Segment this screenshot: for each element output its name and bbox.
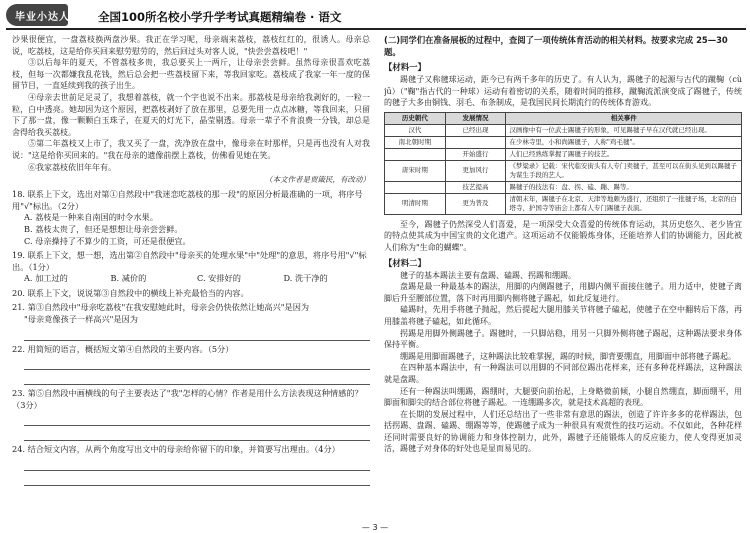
- history-table: [384, 112, 742, 215]
- answer-line[interactable]: [24, 370, 370, 385]
- material-2-paragraph: 还有一种踢法叫绷踢，踢绷时，大腿要向前抬起，上身略微前倾，小腿自然绷直，脚面绷平，用脚面和脚尖的结合部位将毽子踢起。一连绷踢多次，就是技术高超的表现。: [384, 386, 742, 408]
- table-cell: 汉画像中有一位武士踢毽子的形象，可见踢毽子早在汉代就已经出现。: [506, 124, 742, 136]
- passage-source: （本文作者是贾箴民，有改动）: [265, 175, 370, 185]
- series-logo: [6, 4, 68, 26]
- q18-option-c[interactable]: C. 母亲操持了不算少的工资，可还是很便宜。: [24, 235, 191, 246]
- answer-line[interactable]: [24, 426, 370, 441]
- right-column: [384, 34, 742, 522]
- passage-paragraph: ⑥我家荔枝依旧年年有。: [28, 162, 116, 172]
- question-20: 20. 联系上下文，说说第③自然段中的横线上补充最恰当的内容。: [12, 287, 249, 298]
- table-row: [385, 160, 742, 181]
- question-19: 19. 联系上下文，想一想，选出第②自然段中"母亲买的处理水果"中"处理"的意思，将序号用"√"标出。（1分）: [12, 250, 367, 272]
- table-cell: 更加风行: [445, 160, 506, 181]
- material-2-paragraph: 绷踢是用脚面踢毽子，这种踢法比较难掌握，踢的时候，脚背要绷直，用脚面中部将毽子踢起。: [400, 351, 736, 361]
- table-cell: 踢毽子的技法有：盘、拐、磕、蹦、踢等。: [506, 181, 742, 193]
- material-1-title: 【材料一】: [384, 62, 426, 72]
- material-1-text: 踢毽子又称毽球运动，距今已有两千多年的历史了。有人认为，踢毽子的起源与古代的蹴鞠（cù jū）（"鞠"指古代的一种球）运动有着密切的关系，随着时间的推移，蹴鞠流派演变成了踢毽子，传统的毽子大多由铜钱、羽毛、布条制成，是我国民间长期流行的传统体育游戏。: [384, 75, 742, 108]
- table-cell: 汉代: [385, 124, 446, 136]
- question-21-part-b: "母亲竟像孩子一样高兴"是因为: [24, 314, 138, 325]
- material-2-paragraph: 磕踢时，先用手将毽子抛起，然后提起大腿用膝关节将毽子磕起，使毽子在空中翻转后下落，再用膝盖将毽子磕起，如此循环。: [384, 305, 742, 326]
- table-row: [385, 124, 742, 136]
- passage-paragraph: ⑤第二年荔枝又上市了，我又买了一盘，洗净放在盘中，像母亲在时那样，只是再也没有人对我说："这是给你买回来的。"我在母亲的遗像前摆上荔枝，仿佛看见她在笑。: [12, 139, 370, 160]
- answer-line[interactable]: [24, 326, 370, 341]
- material-1-after: 至今，踢毽子仍然深受人们喜爱，是一项深受大众喜爱的传统体育运动，其历史悠久、老少皆宜的特点使其成为中国宝贵的文化遗产。这项运动不仅能锻炼身体，还能培养人们的协调能力，因此被人们称为"生命的蝴蝶"。: [384, 219, 742, 252]
- passage-paragraph: ③以后每年的夏天，不管荔枝多贵，我总要买上一两斤，让母亲尝尝鲜。虽然母亲很喜欢吃荔枝，但每一次都嫌我乱花钱，然后总会把一些荔枝留下来，等我回家吃。荔枝成了我家一年一度的保留节目，一直延续到我的孩子出生。: [12, 58, 370, 91]
- table-cell: 开始盛行: [445, 148, 506, 160]
- page-number: — 3 —: [361, 523, 389, 532]
- table-row: [385, 136, 742, 148]
- table-cell: 人们已经熟练掌握了踢毽子的技艺。: [506, 148, 742, 160]
- header-rule: [6, 28, 746, 30]
- table-cell: 南北朝时期: [385, 136, 446, 148]
- material-2-paragraph: 在四种基本踢法中，有一种踢法可以用脚的不同部位踢出花样来，还有多种花样踢法，这种踢法就是盘踢。: [384, 363, 742, 384]
- passage-paragraph: 沙果很便宜，一盘荔枝换两盘沙果。我正在学习呢，母亲端来荔枝，荔枝红红的，很诱人。母亲总说，吃荔枝，这是给你买回来慰劳慰劳的，然后回过头对客人说，"快尝尝荔枝吧！": [12, 35, 370, 56]
- q18-option-a[interactable]: A. 荔枝是一种来自南国的时令水果。: [24, 212, 158, 223]
- table-cell: [385, 148, 446, 160]
- q18-option-b[interactable]: B. 荔枝太贵了，但还是想想让母亲尝尝鲜。: [24, 223, 183, 234]
- series-logo-text: 毕业小达人: [15, 12, 70, 23]
- table-cell: [445, 136, 506, 148]
- question-23: 23. 第⑤自然段中画横线的句子主要表达了"我"怎样的心情？作者是用什么方法表现这种情感的？（3分）: [12, 388, 363, 410]
- answer-line[interactable]: [24, 456, 370, 471]
- section-heading: (二)同学们在准备展板的过程中，查阅了一项传统体育活动的相关材料。按要求完成 25—30 题。: [384, 35, 728, 57]
- table-header-cell: 相关事件: [506, 112, 742, 124]
- table-cell: 唐宋时期: [385, 160, 446, 181]
- question-24: 24. 结合短文内容，从两个角度写出文中的母亲给你留下的印象，并简要写出理由。（4分）: [12, 444, 340, 455]
- question-21: 21. 第③自然段中"母亲吃荔枝"在我安慰她此时，母亲会仍快依然让她高兴"是因为: [12, 302, 310, 313]
- table-cell: [385, 181, 446, 193]
- table-header-row: [385, 112, 742, 124]
- table-cell: 明清时期: [385, 193, 446, 214]
- table-cell: 已经出现: [445, 124, 506, 136]
- header-title: 全国100所名校小学升学考试真题精编卷 · 语文: [98, 10, 342, 24]
- table-cell: 《梦粱录》记载：宋代临安街头有人专门卖毽子，甚至可以在街头见到以踢毽子为谋生手段的艺人。: [506, 160, 742, 181]
- material-2-title: 【材料二】: [384, 257, 426, 268]
- q19-option-d[interactable]: D. 洗干净的: [283, 273, 328, 284]
- table-header-cell: 历史朝代: [385, 112, 446, 124]
- material-2-paragraph: 拐踢是用脚外侧踢毽子。踢毽时，一只脚站稳，用另一只脚外侧将毽子踢起，这种踢法要求身体保持平衡。: [384, 328, 742, 350]
- table-cell: 清朝末年，踢毽子在北京、天津等地颇为盛行，还组织了一批毽子场，北京的白塔寺、护国寺等庙会上都有人专门踢毽子表演。: [506, 193, 742, 214]
- q19-option-a[interactable]: A. 加工过的: [24, 273, 68, 284]
- q19-options: [12, 273, 370, 285]
- table-cell: 在少林寺里，小和尚踢毽子，人称"鸡毛毽"。: [506, 136, 742, 148]
- question-18: 18. 联系上下文，选出对第①自然段中"我迷恋吃荔枝的那一段"的原因分析最准确的一项，将序号用"√"标出。（2分）: [12, 189, 363, 211]
- q19-option-c[interactable]: C. 安排好的: [197, 273, 241, 284]
- table-row: [385, 181, 742, 193]
- left-column: [12, 34, 370, 522]
- table-row: [385, 193, 742, 214]
- table-cell: 技艺提高: [445, 181, 506, 193]
- table-cell: 更为普及: [445, 193, 506, 214]
- table-header-cell: 发展情况: [445, 112, 506, 124]
- answer-line[interactable]: [24, 471, 370, 486]
- answer-line[interactable]: [24, 411, 370, 426]
- table-row: [385, 148, 742, 160]
- answer-line[interactable]: [24, 355, 370, 370]
- passage-paragraph: ④母亲去世前足足灵了，我想着荔枝，就一个字也说不出来。那荔枝是母亲给我剥好的，一粒一粒，白中透亮。她却因为这个原因，把荔枝剥好了放在那里，总要先用一点点冰糖，等我回来，只留下了那一盘，像一颗颗白玉珠子，在夏天的灯光下，晶莹剔透。母亲一辈子不肯浪费一分钱，却总是舍得给我买荔枝。: [12, 92, 370, 137]
- q19-option-b[interactable]: B. 减价的: [110, 273, 147, 284]
- material-2-paragraph: 在长期的发展过程中，人们还总结出了一些非常有意思的踢法，创造了许许多多的花样踢法，包括拐踢、盘踢、磕踢、绷踢等等，使踢毽子成为一种很具有观赏性的技巧运动。不仅如此，各种花样还同时需要良好的协调能力和身体控制力，此外，踢毽子还能锻炼人的反应能力，使人变得更加灵活，踢毽子对身体的好处也是显而易见的。: [384, 409, 742, 454]
- page-header: [6, 4, 746, 28]
- material-2-paragraph: 毽子的基本踢法主要有盘踢、磕踢、拐踢和绷踢。: [400, 270, 576, 280]
- question-22: 22. 用简短的语言，概括短文第④自然段的主要内容。（5分）: [12, 343, 234, 354]
- material-2-paragraph: 盘踢是最一种最基本的踢法，用脚的内侧踢毽子，用脚内侧平面接住毽子。用力适中，使毽子离脚后升至腰部位置，落下时再用脚内侧将毽子踢起，如此反复进行。: [384, 282, 742, 303]
